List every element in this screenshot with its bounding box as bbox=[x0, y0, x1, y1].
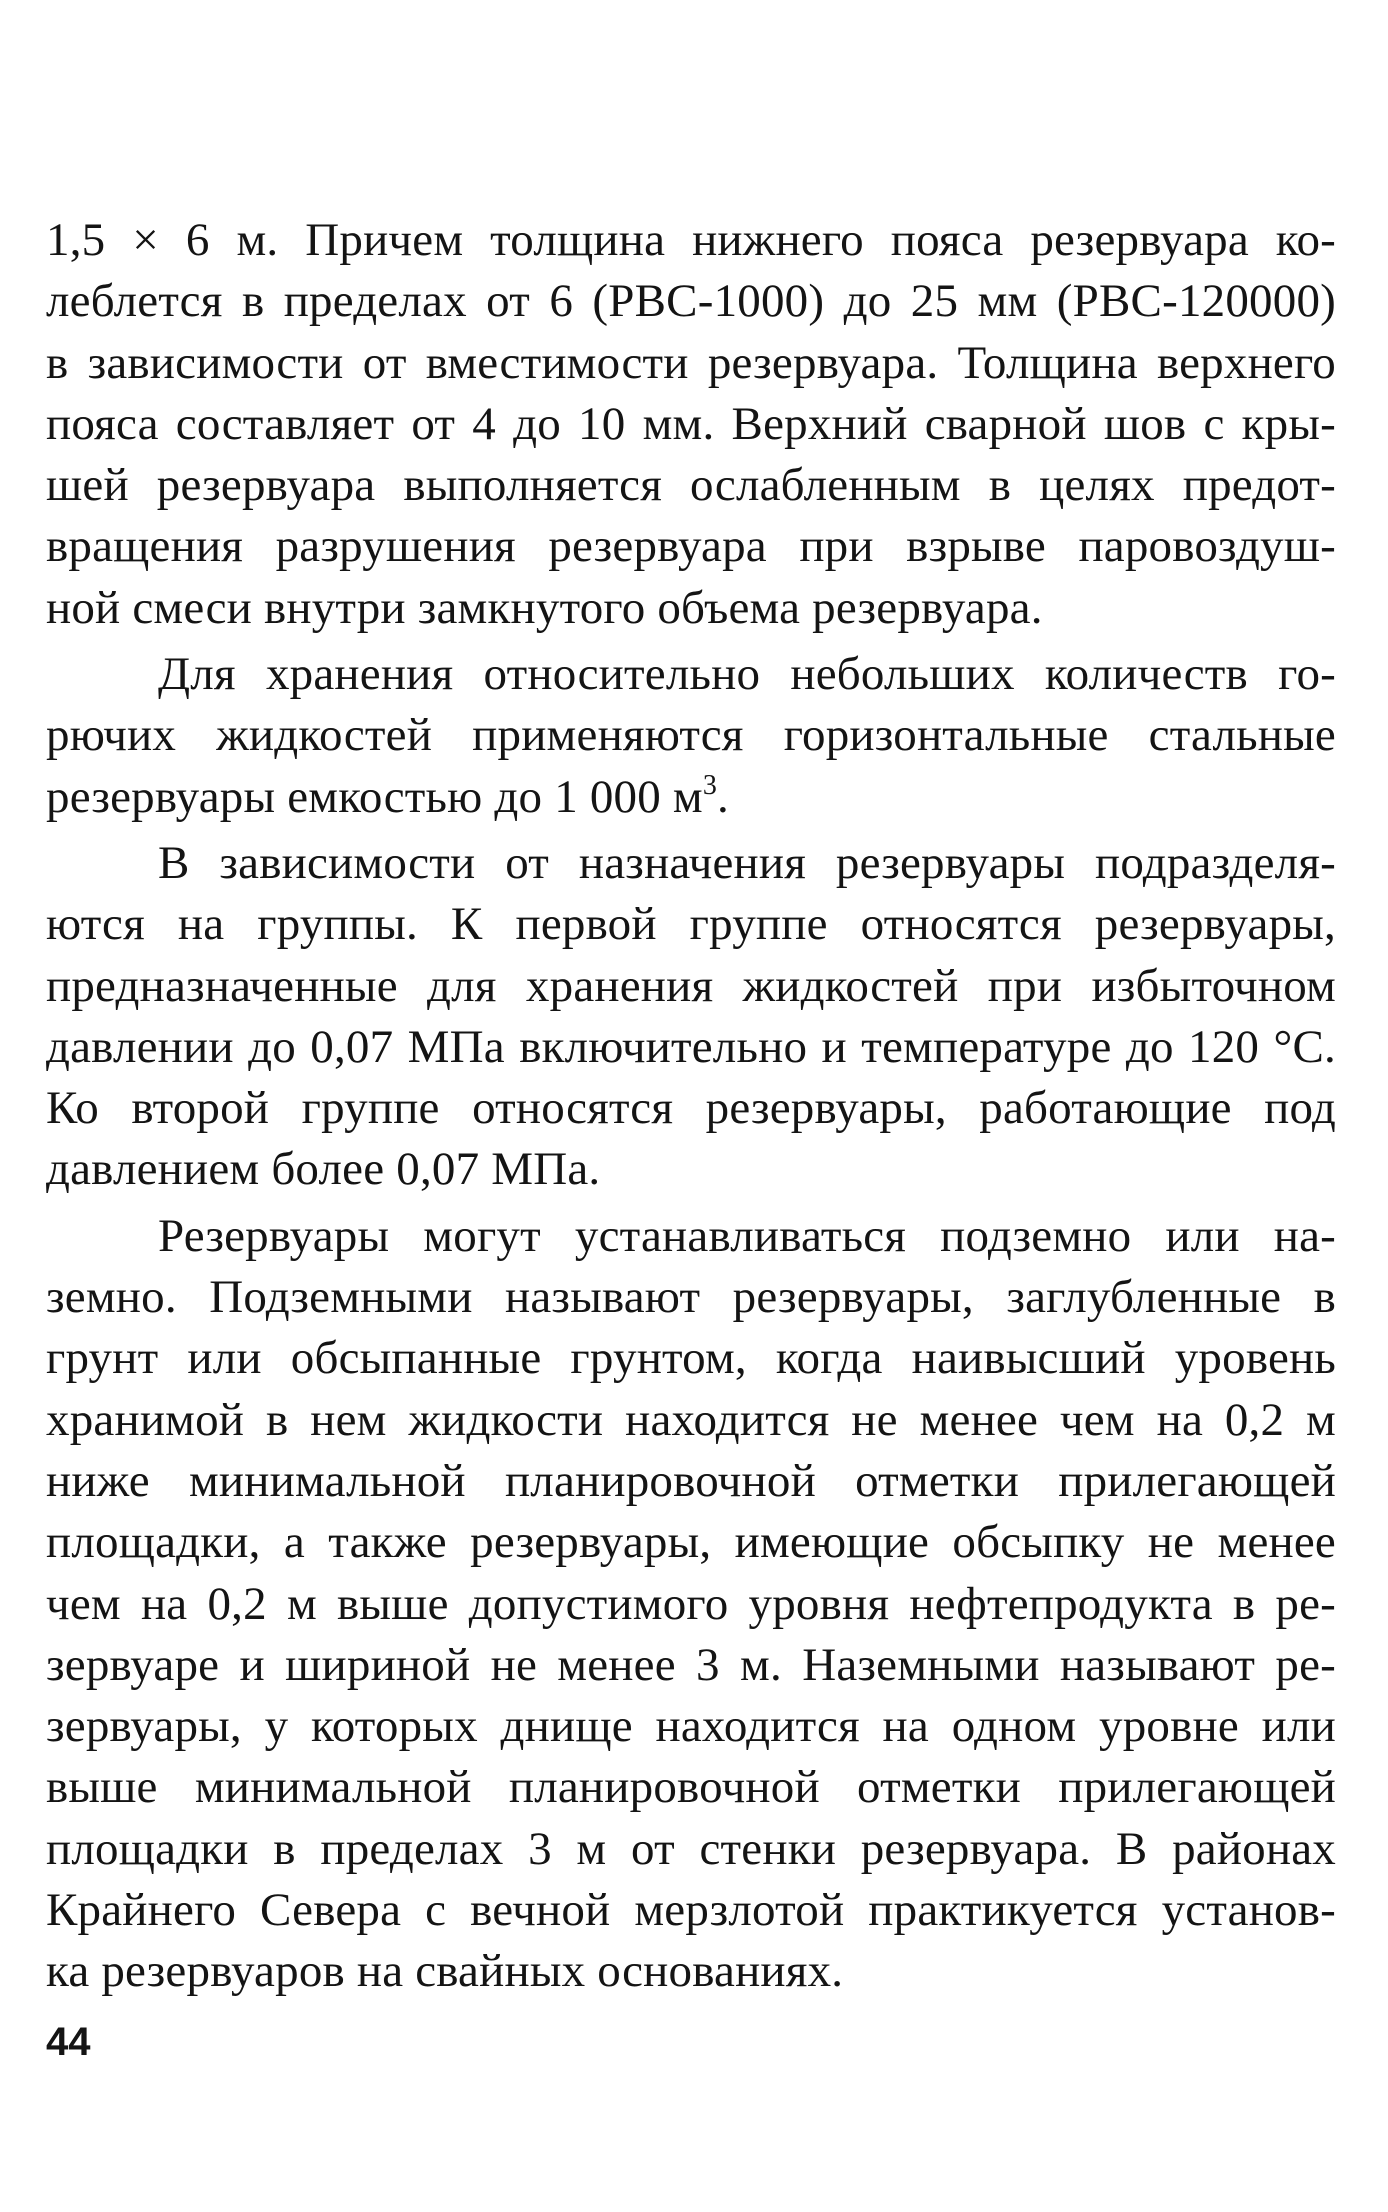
text-line: грунт или обсыпанные грунтом, когда наивысший уровень bbox=[46, 1332, 1336, 1385]
text-line-body: резервуары емкостью до 1 000 м bbox=[46, 770, 703, 823]
text-line: Для хранения относительно небольших количеств го- bbox=[158, 648, 1336, 701]
text-line: 1,5 × 6 м. Причем толщина нижнего пояса резервуара ко- bbox=[46, 214, 1336, 266]
text-line: ются на группы. К первой группе относятся резервуары, bbox=[46, 898, 1336, 951]
text-line: В зависимости от назначения резервуары подразделя- bbox=[158, 836, 1336, 889]
text-line: рючих жидкостей применяются горизонтальные стальные bbox=[46, 709, 1336, 762]
text-line: вращения разрушения резервуара при взрыве паровоздуш- bbox=[46, 520, 1336, 573]
text-line: Резервуары могут устанавливаться подземно или на- bbox=[158, 1209, 1336, 1262]
text-line: ка резервуаров на свайных основаниях. bbox=[46, 1945, 844, 1998]
paragraph-3 bbox=[46, 833, 1336, 1201]
text-line: выше минимальной планировочной отметки прилегающей bbox=[46, 1761, 1336, 1814]
text-line: площадки, а также резервуары, имеющие обсыпку не менее bbox=[46, 1516, 1336, 1569]
text-line: чем на 0,2 м выше допустимого уровня нефтепродукта в ре- bbox=[46, 1577, 1336, 1630]
text-line: давлением более 0,07 МПа. bbox=[46, 1143, 601, 1196]
text-line: земно. Подземными называют резервуары, заглубленные в bbox=[46, 1271, 1336, 1324]
text-line: площадки в пределах 3 м от стенки резервуара. В районах bbox=[46, 1822, 1336, 1875]
text-line: давлении до 0,07 МПа включительно и температуре до 120 °С. bbox=[46, 1020, 1336, 1073]
superscript: 3 bbox=[702, 769, 718, 801]
text-line: ной смеси внутри замкнутого объема резервуара. bbox=[46, 581, 1043, 634]
text-line: леблется в пределах от 6 (РВС-1000) до 25 мм (РВС-120000) bbox=[46, 275, 1336, 328]
paragraph-4 bbox=[46, 1206, 1336, 2003]
text-line: зервуаре и шириной не менее 3 м. Наземными называют ре- bbox=[46, 1638, 1336, 1691]
paragraph-1 bbox=[46, 210, 1336, 639]
text-line: ниже минимальной планировочной отметки прилегающей bbox=[46, 1454, 1336, 1507]
text-line: шей резервуара выполняется ослабленным в целях предот- bbox=[46, 459, 1336, 512]
text-line: Ко второй группе относятся резервуары, работающие под bbox=[46, 1082, 1336, 1135]
text-line: предназначенные для хранения жидкостей при избыточном bbox=[46, 959, 1336, 1012]
text-line: пояса составляет от 4 до 10 мм. Верхний сварной шов с кры- bbox=[46, 397, 1336, 450]
text-line: зервуары, у которых днище находится на одном уровне или bbox=[46, 1700, 1336, 1753]
paragraph-2 bbox=[46, 644, 1336, 828]
page-body bbox=[46, 210, 1336, 2003]
text-line: в зависимости от вместимости резервуара. Толщина верхнего bbox=[46, 336, 1336, 389]
text-line bbox=[46, 767, 1336, 828]
text-line-tail: . bbox=[717, 770, 729, 823]
text-line: Крайнего Севера с вечной мерзлотой практикуется установ- bbox=[46, 1884, 1336, 1937]
page-number: 44 bbox=[46, 2020, 91, 2064]
text-line: хранимой в нем жидкости находится не менее чем на 0,2 м bbox=[46, 1393, 1336, 1446]
